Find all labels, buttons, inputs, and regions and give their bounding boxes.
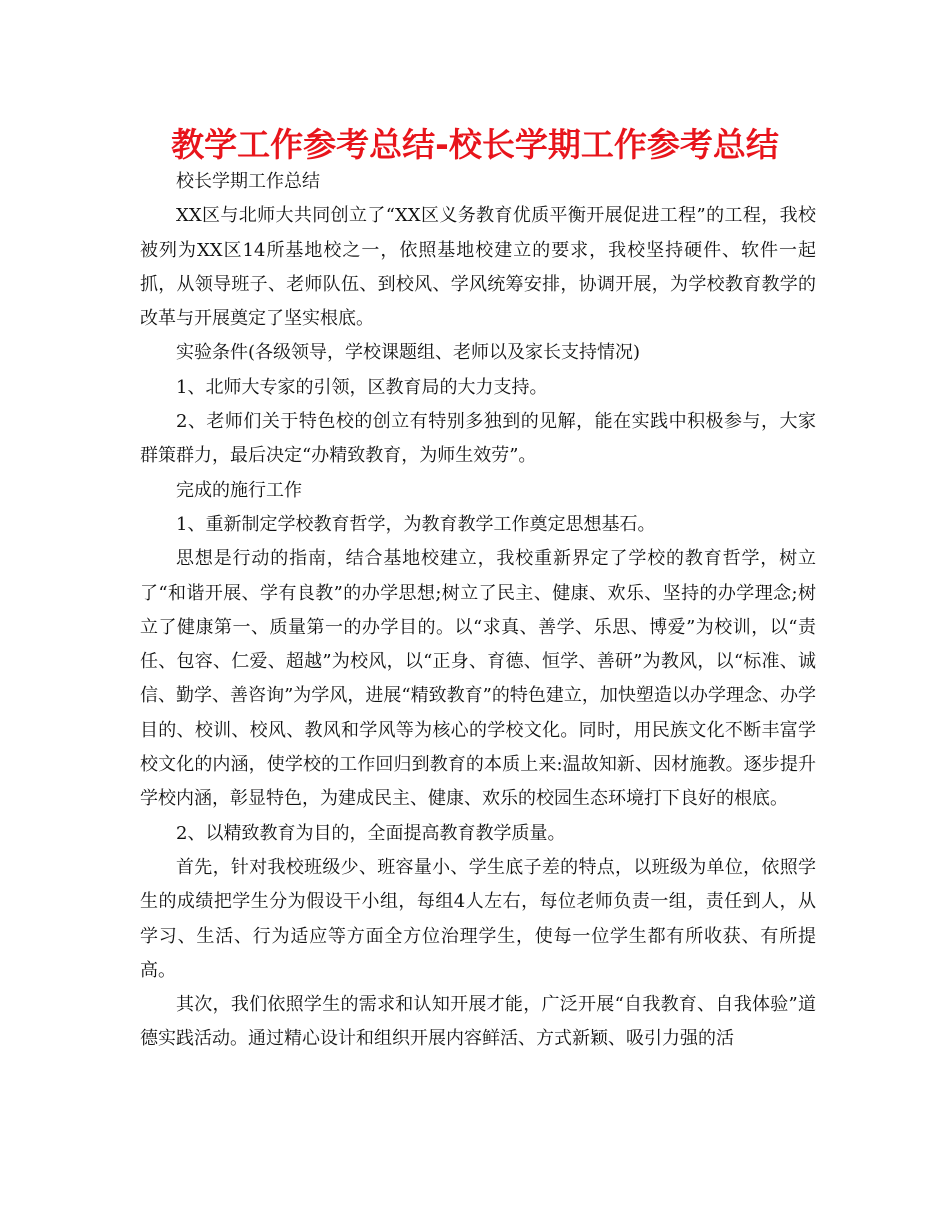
paragraph-heading: 完成的施行工作	[176, 479, 302, 501]
paragraph-subtitle: 校长学期工作总结	[176, 171, 320, 192]
paragraph: XX区与北师大共同创立了“XX区义务教育优质平衡开展促进工程”的工程，我校被列为XX区14所基地校之一，依照基地校建立的要求，我校坚持硬件、软件一起抓，从领导班子、老师队伍、到校风、学风统筹安排，协调开展，为学校教育教学的改革与开展奠定了坚实根底。	[140, 205, 816, 330]
paragraph: 1、北师大专家的引领，区教育局的大力支持。	[176, 376, 548, 398]
paragraph: 1、重新制定学校教育哲学，为教育教学工作奠定思想基石。	[176, 513, 656, 535]
document-title: 教学工作参考总结-校长学期工作参考总结	[171, 125, 779, 164]
paragraph: 2、老师们关于特色校的创立有特别多独到的见解，能在实践中积极参与，大家群策群力，最后决定“办精致教育，为师生效劳”。	[140, 411, 816, 467]
paragraph-heading: 实验条件(各级领导，学校课题组、老师以及家长支持情况)	[176, 342, 641, 364]
paragraph: 2、以精致教育为目的，全面提高教育教学质量。	[176, 822, 566, 844]
paragraph: 首先，针对我校班级少、班容量小、学生底子差的特点，以班级为单位，依照学生的成绩把学生分为假设干小组，每组4人左右，每位老师负责一组，责任到人，从学习、生活、行为适应等方面全方位治理学生，使每一位学生都有所收获、有所提高。	[140, 856, 816, 981]
paragraph: 其次，我们依照学生的需求和认知开展才能，广泛开展“自我教育、自我体验”道德实践活动。通过精心设计和组织开展内容鲜活、方式新颖、吸引力强的活	[140, 994, 816, 1050]
paragraph: 思想是行动的指南，结合基地校建立，我校重新界定了学校的教育哲学，树立了“和谐开展、学有良教”的办学思想;树立了民主、健康、欢乐、坚持的办学理念;树立了健康第一、质量第一的办学目的。以“求真、善学、乐思、博爱”为校训，以“责任、包容、仁爱、超越”为校风，以“正身、育德、恒学、善研”为教风，以“标准、诚信、勤学、善咨询”为学风，进展“精致教育”的特色建立，加快塑造以办学理念、办学目的、校训、校风、教风和学风等为核心的学校文化。同时，用民族文化不断丰富学校文化的内涵，使学校的工作回归到教育的本质上来:温故知新、因材施教。逐步提升学校内涵，彰显特色，为建成民主、健康、欢乐的校园生态环境打下良好的根底。	[140, 548, 816, 810]
document-body	[140, 165, 816, 1057]
